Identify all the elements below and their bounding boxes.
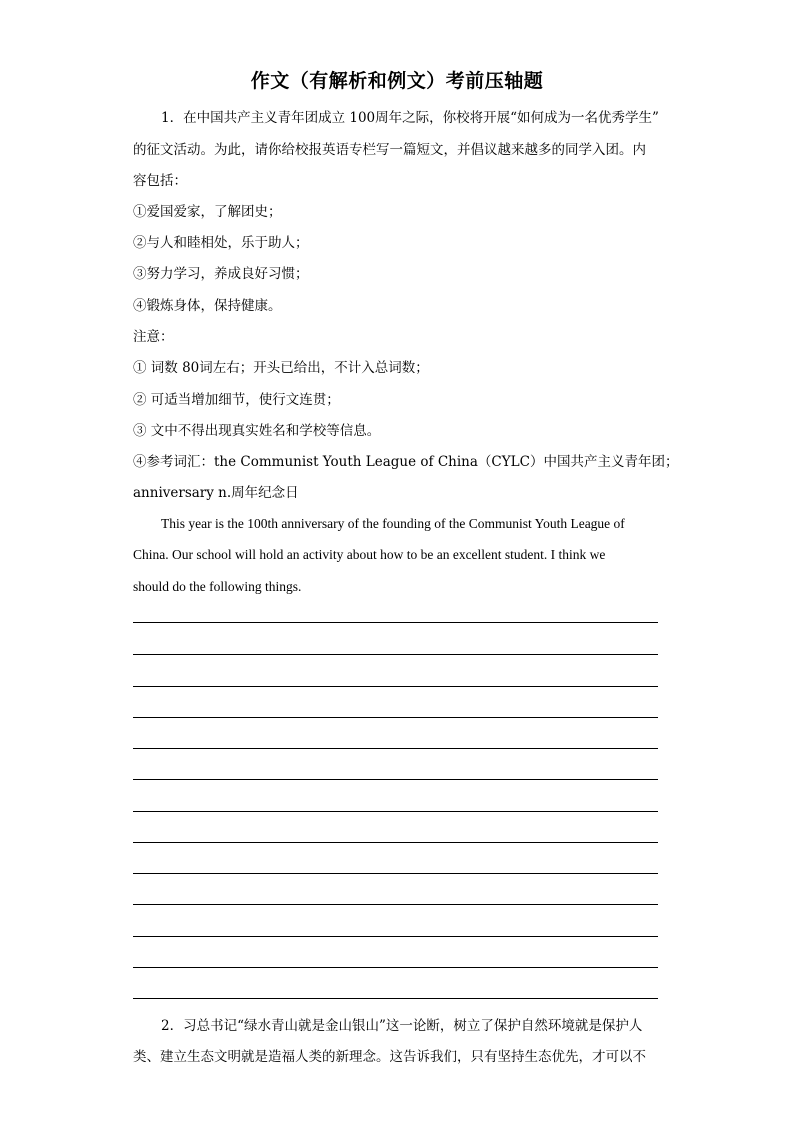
page-title: 作文（有解析和例文）考前压轴题	[250, 70, 544, 92]
answer-line[interactable]	[133, 904, 658, 905]
answer-line[interactable]	[133, 936, 658, 937]
q1-opening-line-1: This year is the 100th anniversary of the founding of the Communist Youth League of	[161, 516, 625, 531]
q2-prompt-line-1: 2．习总书记“绿水青山就是金山银山”这一论断，树立了保护自然环境就是保护人	[161, 1018, 643, 1034]
q1-note-1: ① 词数 80词左右；开头已给出，不计入总词数；	[133, 360, 429, 376]
answer-line[interactable]	[133, 686, 658, 687]
q1-opening-line-3: should do the following things.	[133, 579, 302, 594]
q1-note-3: ③ 文中不得出现真实姓名和学校等信息。	[133, 423, 381, 439]
answer-line[interactable]	[133, 873, 658, 874]
answer-line[interactable]	[133, 998, 658, 999]
answer-line[interactable]	[133, 967, 658, 968]
q1-prompt-line-1: 1．在中国共产主义青年团成立 100周年之际，你校将开展“如何成为一名优秀学生”	[161, 110, 659, 126]
q1-point-3: ③努力学习，养成良好习惯；	[133, 266, 309, 282]
answer-line[interactable]	[133, 622, 658, 623]
q2-prompt-line-2: 类、建立生态文明就是造福人类的新理念。这告诉我们，只有坚持生态优先，才可以不	[133, 1049, 646, 1065]
q1-opening-line-2: China. Our school will hold an activity about how to be an excellent student. I think we	[133, 547, 606, 562]
q1-note-2: ② 可适当增加细节，使行文连贯；	[133, 392, 340, 408]
answer-line[interactable]	[133, 842, 658, 843]
answer-line[interactable]	[133, 717, 658, 718]
q1-note-label: 注意：	[133, 329, 174, 345]
answer-line[interactable]	[133, 654, 658, 655]
q1-point-2: ②与人和睦相处，乐于助人；	[133, 235, 309, 251]
answer-line[interactable]	[133, 811, 658, 812]
q1-reference-line-2: anniversary n.周年纪念日	[133, 485, 299, 501]
q1-reference-line-1: ④参考词汇：the Communist Youth League of China（CYLC）中国共产主义青年团；	[133, 454, 679, 470]
answer-line[interactable]	[133, 779, 658, 780]
q1-prompt-line-2: 的征文活动。为此，请你给校报英语专栏写一篇短文，并倡议越来越多的同学入团。内	[133, 142, 646, 158]
answer-line[interactable]	[133, 748, 658, 749]
q1-prompt-line-3: 容包括：	[133, 173, 187, 189]
q1-point-4: ④锻炼身体，保持健康。	[133, 298, 282, 314]
q1-point-1: ①爱国爱家，了解团史；	[133, 204, 282, 220]
